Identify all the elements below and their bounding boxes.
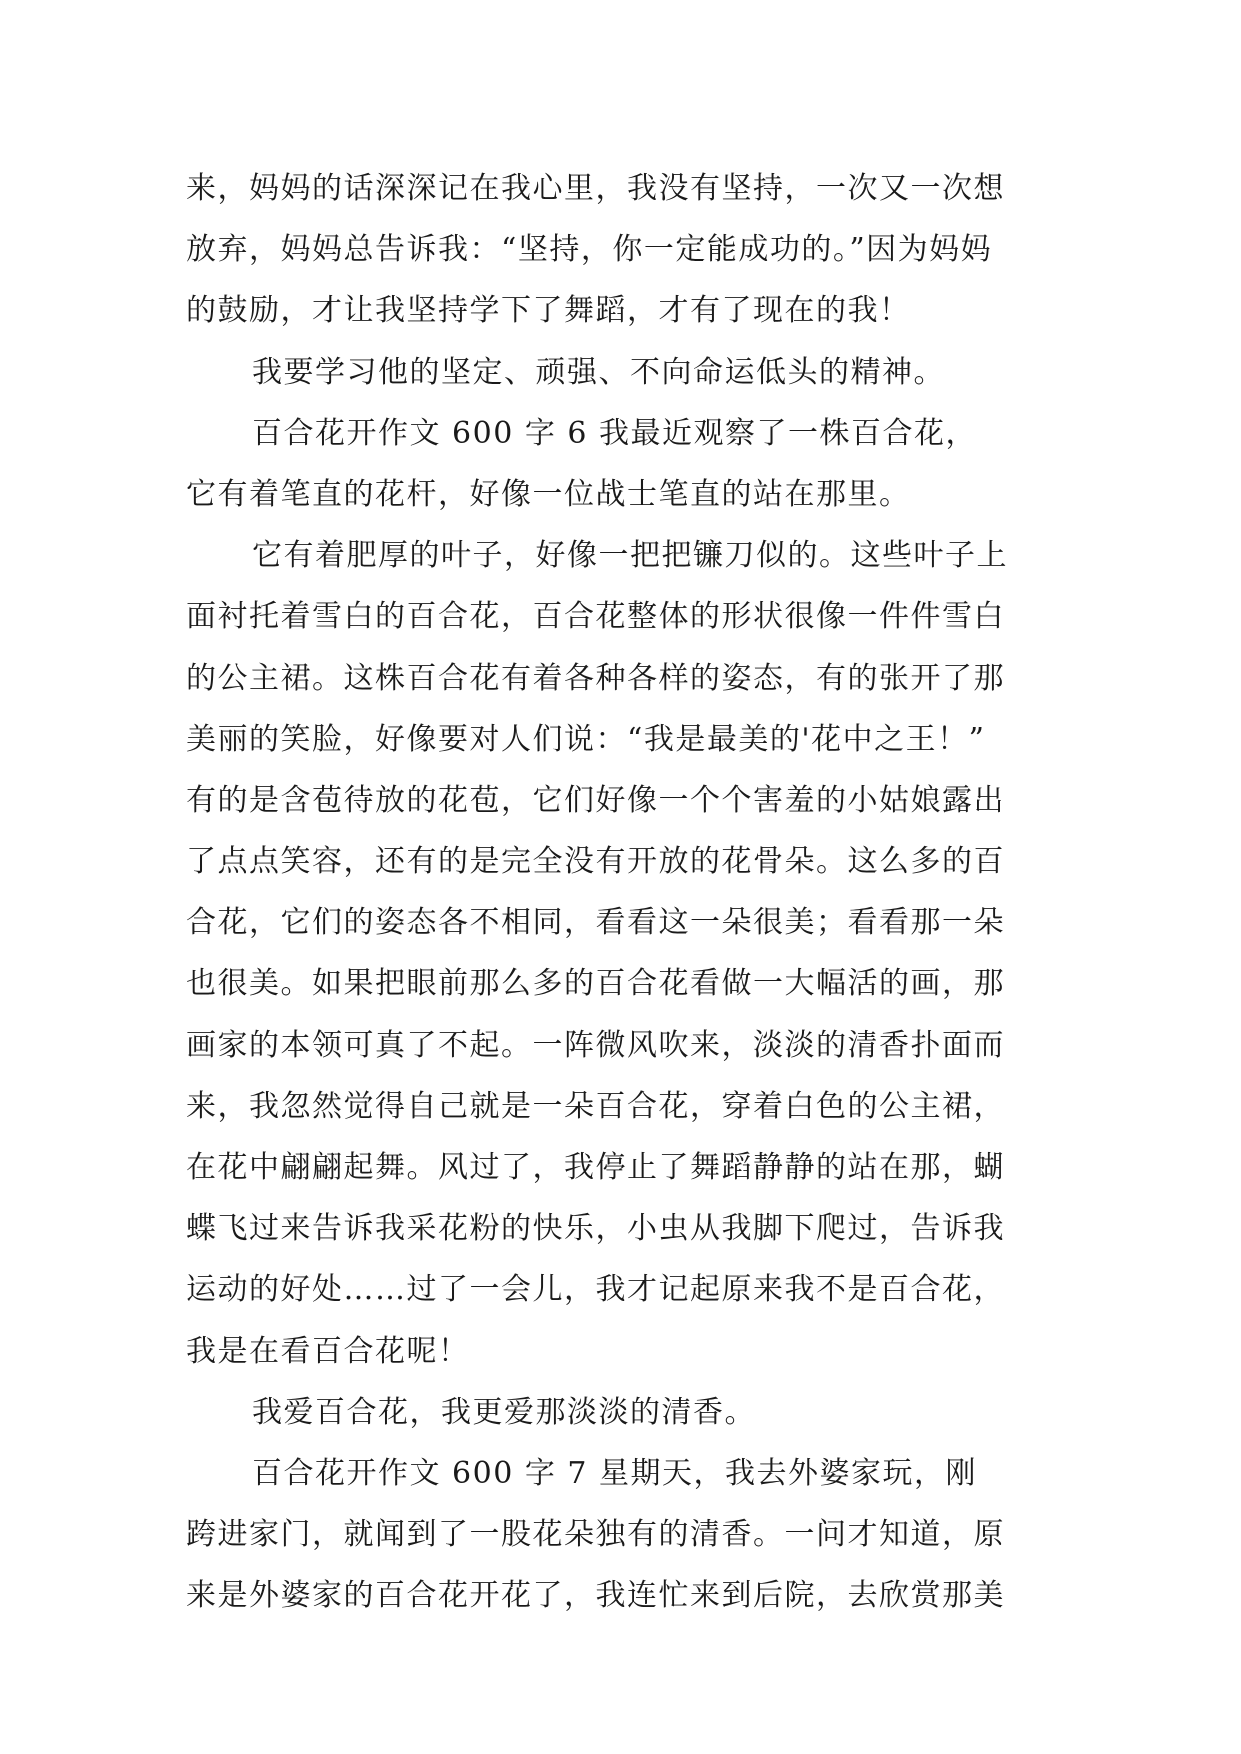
section-heading-line: 百合花开作文 600 字 7 星期天，我去外婆家玩，刚 [252,1455,977,1491]
text-line: 画家的本领可真了不起。一阵微风吹来，淡淡的清香扑面而 [186,1027,1005,1063]
text-line: 我是在看百合花呢！ [186,1333,470,1369]
paragraph-first-line: 它有着肥厚的叶子，好像一把把镰刀似的。这些叶子上 [252,538,1008,574]
paragraph-first-line: 我要学习他的坚定、顽强、不向命运低头的精神。 [252,354,945,390]
text-line: 蝶飞过来告诉我采花粉的快乐，小虫从我脚下爬过，告诉我 [186,1211,1005,1247]
text-line: 来是外婆家的百合花开花了，我连忙来到后院，去欣赏那美 [186,1578,1005,1614]
text-line: 在花中翩翩起舞。风过了，我停止了舞蹈静静的站在那，蝴 [186,1150,1005,1185]
text-line: 的鼓励，才让我坚持学下了舞蹈，才有了现在的我！ [186,293,911,329]
text-line: 也很美。如果把眼前那么多的百合花看做一大幅活的画，那 [186,966,1005,1002]
text-line: 跨进家门，就闻到了一股花朵独有的清香。一问才知道，原 [186,1517,1005,1553]
text-line: 运动的好处……过了一会儿，我才记起原来我不是百合花， [186,1272,1005,1308]
paragraph-first-line: 我爱百合花，我更爱那淡淡的清香。 [252,1394,756,1430]
text-line: 它有着笔直的花杆，好像一位战士笔直的站在那里。 [186,476,911,512]
text-line: 来，我忽然觉得自己就是一朵百合花，穿着白色的公主裙， [186,1088,1005,1124]
text-line: 的公主裙。这株百合花有着各种各样的姿态，有的张开了那 [186,660,1005,696]
section-heading-line: 百合花开作文 600 字 6 我最近观察了一株百合花， [252,415,977,451]
text-line: 合花，它们的姿态各不相同，看看这一朵很美；看看那一朵 [186,905,1005,941]
text-line: 放弃，妈妈总告诉我：“坚持，你一定能成功的。”因为妈妈 [186,232,993,268]
text-line: 来，妈妈的话深深记在我心里，我没有坚持，一次又一次想 [186,171,1005,206]
text-line: 美丽的笑脸，好像要对人们说：“我是最美的'花中之王！” [186,721,986,757]
text-line: 面衬托着雪白的百合花，百合花整体的形状很像一件件雪白 [186,599,1005,635]
text-line: 了点点笑容，还有的是完全没有开放的花骨朵。这么多的百 [186,844,1005,880]
text-line: 有的是含苞待放的花苞，它们好像一个个害羞的小姑娘露出 [186,782,1005,818]
body-text [186,158,1066,1627]
